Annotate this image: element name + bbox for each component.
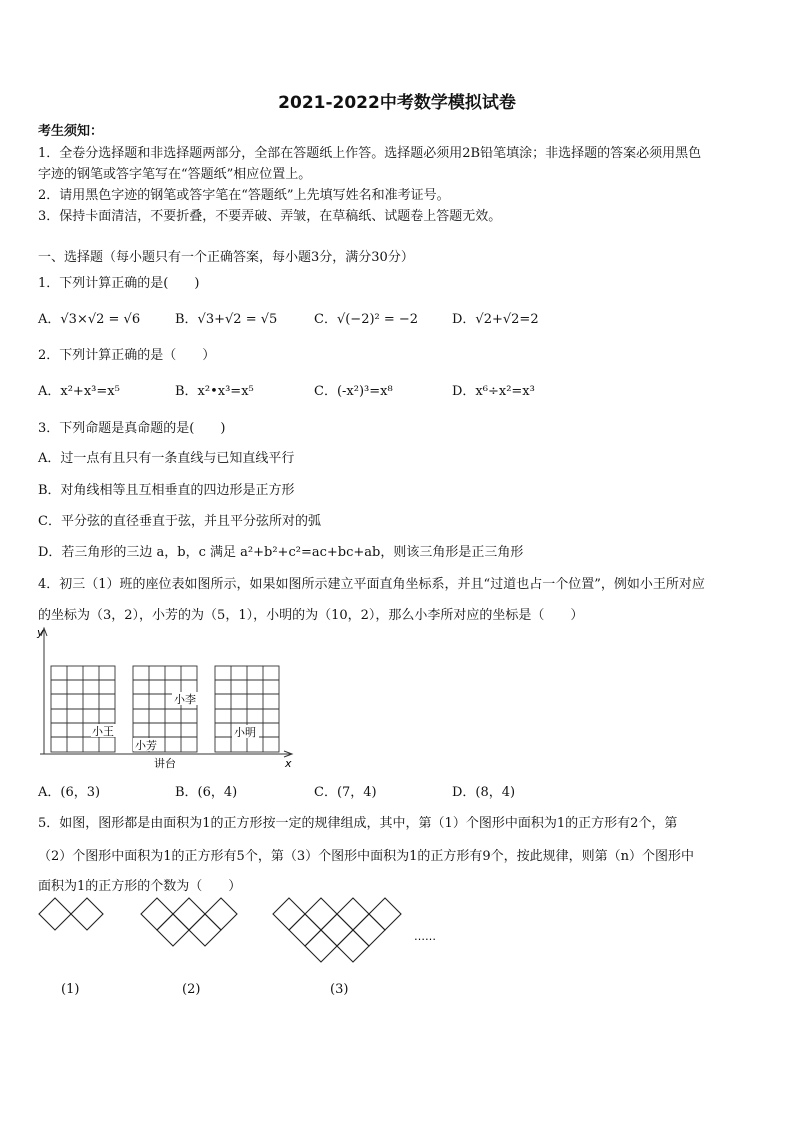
question-4-option-a[interactable]: A．(6，3): [38, 785, 101, 800]
question-3-option-c[interactable]: C．平分弦的直径垂直于弦，并且平分弦所对的弧: [38, 514, 321, 529]
question-4-option-b[interactable]: B．(6，4): [175, 785, 238, 800]
y-axis-label: y: [37, 626, 44, 639]
figure-label-1: (1): [61, 982, 80, 997]
notice-heading: 考生须知：: [38, 124, 104, 139]
label-xiaoli: 小李: [174, 693, 196, 706]
page-title: 2021-2022中考数学模拟试卷: [278, 93, 516, 113]
figure-label-2: (2): [182, 982, 201, 997]
question-1-option-c[interactable]: C．√(−2)² = −2: [314, 312, 419, 327]
notice-item-3: 3．保持卡面清洁，不要折叠，不要弄破、弄皱，在草稿纸、试题卷上答题无效。: [38, 209, 502, 224]
question-2-option-d[interactable]: D．x⁶÷x²=x³: [452, 384, 535, 399]
question-5-stem-line3: 面积为1的正方形的个数为（ ）: [38, 879, 242, 894]
section-heading: 一、选择题（每小题只有一个正确答案，每小题3分，满分30分）: [38, 250, 414, 265]
question-1-option-a[interactable]: A．√3×√2 = √6: [38, 312, 141, 327]
question-3-option-d[interactable]: D．若三角形的三边 a，b，c 满足 a²+b²+c²=ac+bc+ab，则该三角形是正三角形: [38, 545, 524, 560]
question-1-option-d[interactable]: D．√2+√2=2: [452, 312, 539, 327]
question-1-stem: 1．下列计算正确的是( ): [38, 276, 200, 291]
question-4-option-c[interactable]: C．(7，4): [314, 785, 377, 800]
seating-chart-figure: [36, 624, 306, 774]
seat-block-1: [51, 666, 115, 752]
pattern-figure-1: [39, 898, 103, 930]
label-xiaofang: 小芳: [135, 739, 157, 752]
pattern-figure-3: [273, 898, 401, 962]
question-2-option-a[interactable]: A．x²+x³=x⁵: [38, 384, 120, 399]
question-5-stem-line1: 5．如图，图形都是由面积为1的正方形按一定的规律组成，其中，第（1）个图形中面积为1的正方形有2个，第: [38, 816, 678, 831]
figure-label-3: (3): [330, 982, 349, 997]
notice-item-1-cont: 字迹的钢笔或答字笔写在“答题纸”相应位置上。: [38, 167, 312, 182]
question-4-stem-line1: 4．初三（1）班的座位表如图所示，如果如图所示建立平面直角坐标系，并且“过道也占一个位置”，例如小王所对应: [38, 577, 705, 592]
question-5-stem-line2: （2）个图形中面积为1的正方形有5个，第（3）个图形中面积为1的正方形有9个，按此规律，则第（n）个图形中: [38, 849, 694, 864]
label-xiaoming: 小明: [234, 726, 256, 739]
label-xiaowang: 小王: [92, 725, 114, 738]
seat-block-3: [215, 666, 279, 752]
question-4-stem-line2: 的坐标为（3，2），小芳的为（5，1），小明的为（10，2），那么小李所对应的坐标是（ ）: [38, 608, 584, 623]
question-2-stem: 2．下列计算正确的是（ ）: [38, 348, 216, 363]
question-2-option-c[interactable]: C．(-x²)³=x⁸: [314, 384, 393, 399]
notice-item-2: 2．请用黑色字迹的钢笔或答字笔在“答题纸”上先填写姓名和准考证号。: [38, 188, 450, 203]
question-3-stem: 3．下列命题是真命题的是( ): [38, 421, 226, 436]
question-3-option-a[interactable]: A．过一点有且只有一条直线与已知直线平行: [38, 451, 295, 466]
question-1-option-b[interactable]: B．√3+√2 = √5: [175, 312, 278, 327]
pattern-ellipsis: ……: [414, 930, 436, 943]
x-axis-label: x: [285, 757, 292, 770]
question-2-option-b[interactable]: B．x²•x³=x⁵: [175, 384, 254, 399]
notice-item-1: 1．全卷分选择题和非选择题两部分，全部在答题纸上作答。选择题必须用2B铅笔填涂；非选择题的答案必须用黑色: [38, 146, 702, 161]
square-pattern-figure: [36, 896, 456, 966]
label-podium: 讲台: [154, 757, 176, 770]
pattern-figure-2: [141, 898, 237, 946]
question-4-option-d[interactable]: D．(8，4): [452, 785, 516, 800]
question-3-option-b[interactable]: B．对角线相等且互相垂直的四边形是正方形: [38, 483, 295, 498]
